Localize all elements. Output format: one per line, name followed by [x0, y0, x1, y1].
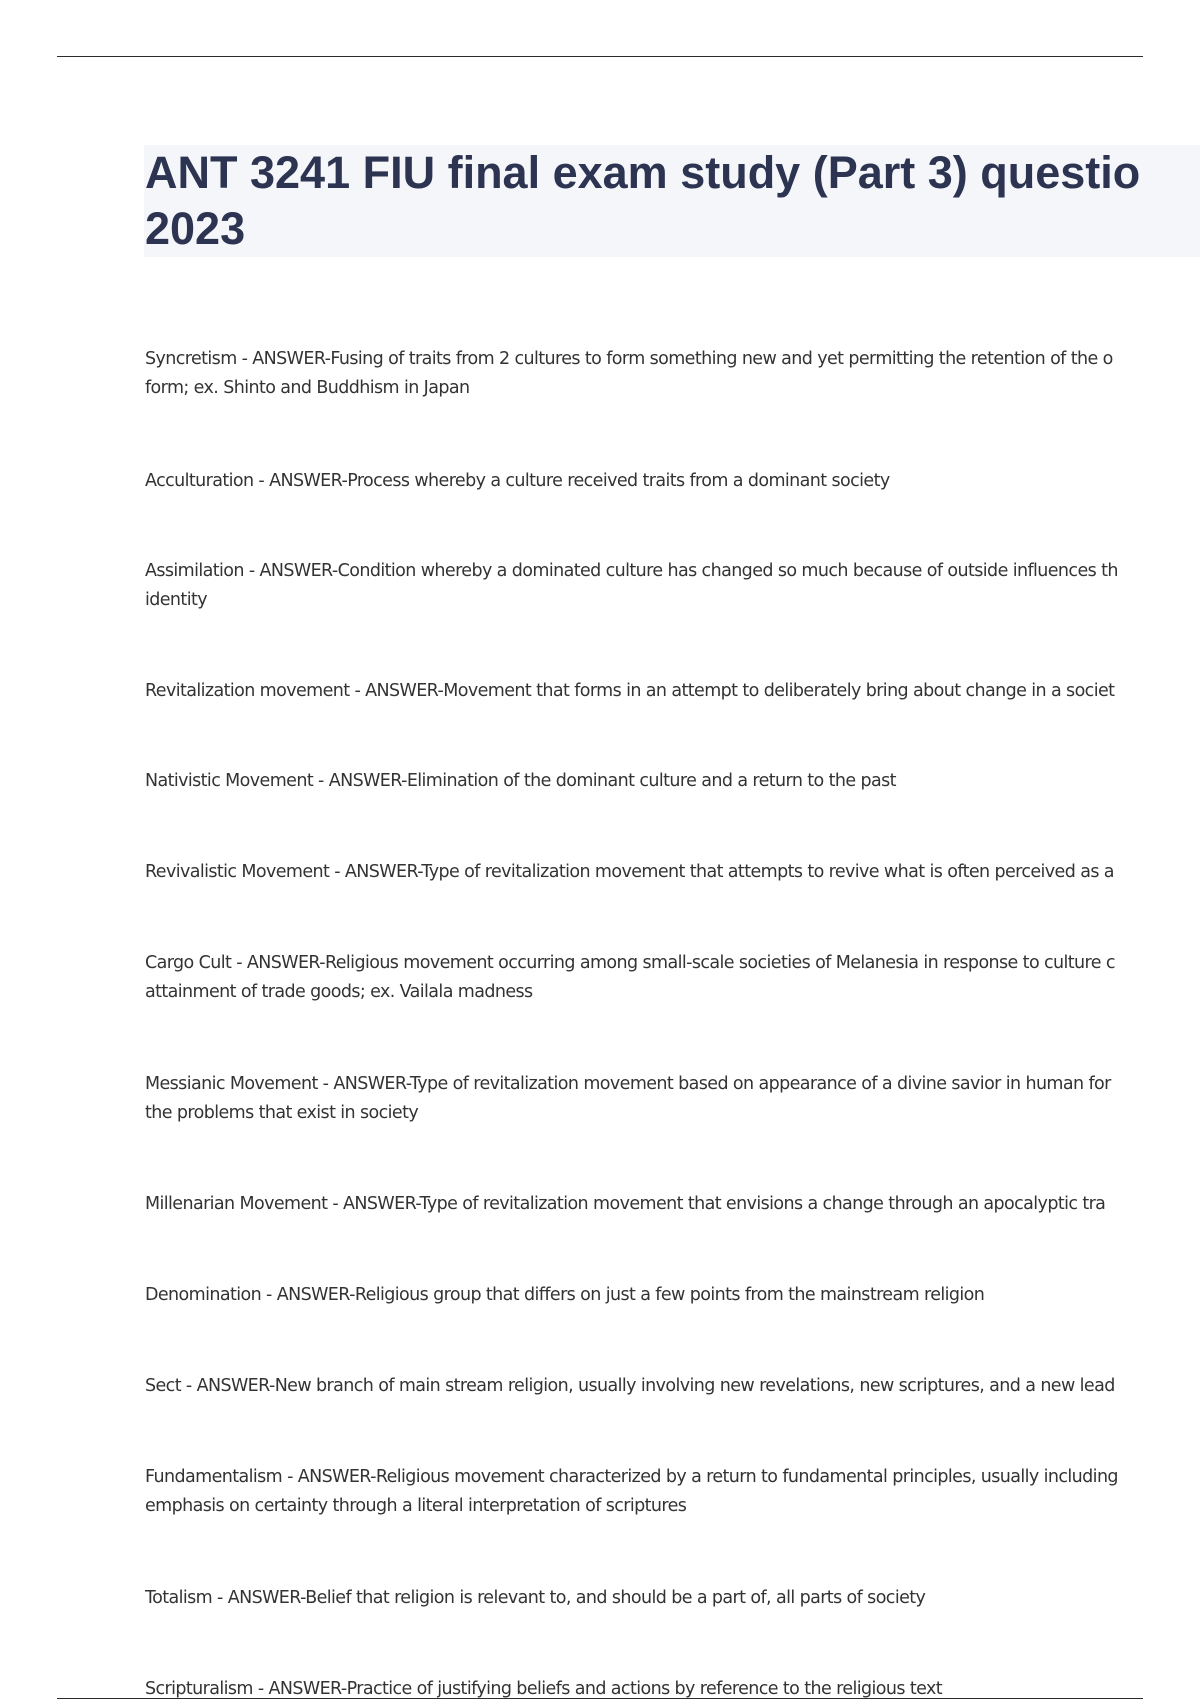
qa-entry-acculturation: Acculturation - ANSWER-Process whereby a culture received traits from a dominant society [145, 471, 890, 491]
title-line-2: 2023 [145, 203, 246, 254]
title-line-1: ANT 3241 FIU final exam study (Part 3) questio [145, 147, 1141, 198]
qa-entry-assimilation: Assimilation - ANSWER-Condition whereby a dominated culture has changed so much because of outside influences th identity [145, 561, 1118, 610]
qa-entry-messianic: Messianic Movement - ANSWER-Type of revitalization movement based on appearance of a divine savior in human for the problems that exist in society [145, 1074, 1111, 1123]
qa-entry-cargo-cult: Cargo Cult - ANSWER-Religious movement occurring among small-scale societies of Melanesia in response to culture c attainment of trade goods; ex. Vailala madness [145, 953, 1115, 1002]
qa-entry-millenarian: Millenarian Movement - ANSWER-Type of revitalization movement that envisions a change through an apocalyptic tra [145, 1194, 1106, 1214]
top-divider [57, 56, 1143, 57]
qa-entry-revitalization: Revitalization movement - ANSWER-Movement that forms in an attempt to deliberately bring about change in a societ [145, 681, 1115, 701]
bottom-divider [57, 1698, 1143, 1699]
qa-entry-sect: Sect - ANSWER-New branch of main stream religion, usually involving new revelations, new scriptures, and a new lead [145, 1376, 1115, 1396]
qa-entry-totalism: Totalism - ANSWER-Belief that religion is relevant to, and should be a part of, all parts of society [145, 1588, 926, 1608]
qa-entry-revivalistic: Revivalistic Movement - ANSWER-Type of revitalization movement that attempts to revive what is often perceived as a [145, 862, 1114, 882]
document-title [145, 145, 1200, 257]
qa-entry-syncretism: Syncretism - ANSWER-Fusing of traits from 2 cultures to form something new and yet permitting the retention of the o form; ex. Shinto and Buddhism in Japan [145, 349, 1113, 398]
qa-entry-nativistic: Nativistic Movement - ANSWER-Elimination of the dominant culture and a return to the past [145, 771, 896, 791]
qa-entry-fundamentalism: Fundamentalism - ANSWER-Religious movement characterized by a return to fundamental principles, usually including emphasis on certainty through a literal interpretation of scriptures [145, 1467, 1118, 1516]
qa-entry-scripturalism: Scripturalism - ANSWER-Practice of justifying beliefs and actions by reference to the religious text [145, 1679, 943, 1699]
qa-entry-denomination: Denomination - ANSWER-Religious group that differs on just a few points from the mainstream religion [145, 1285, 985, 1305]
